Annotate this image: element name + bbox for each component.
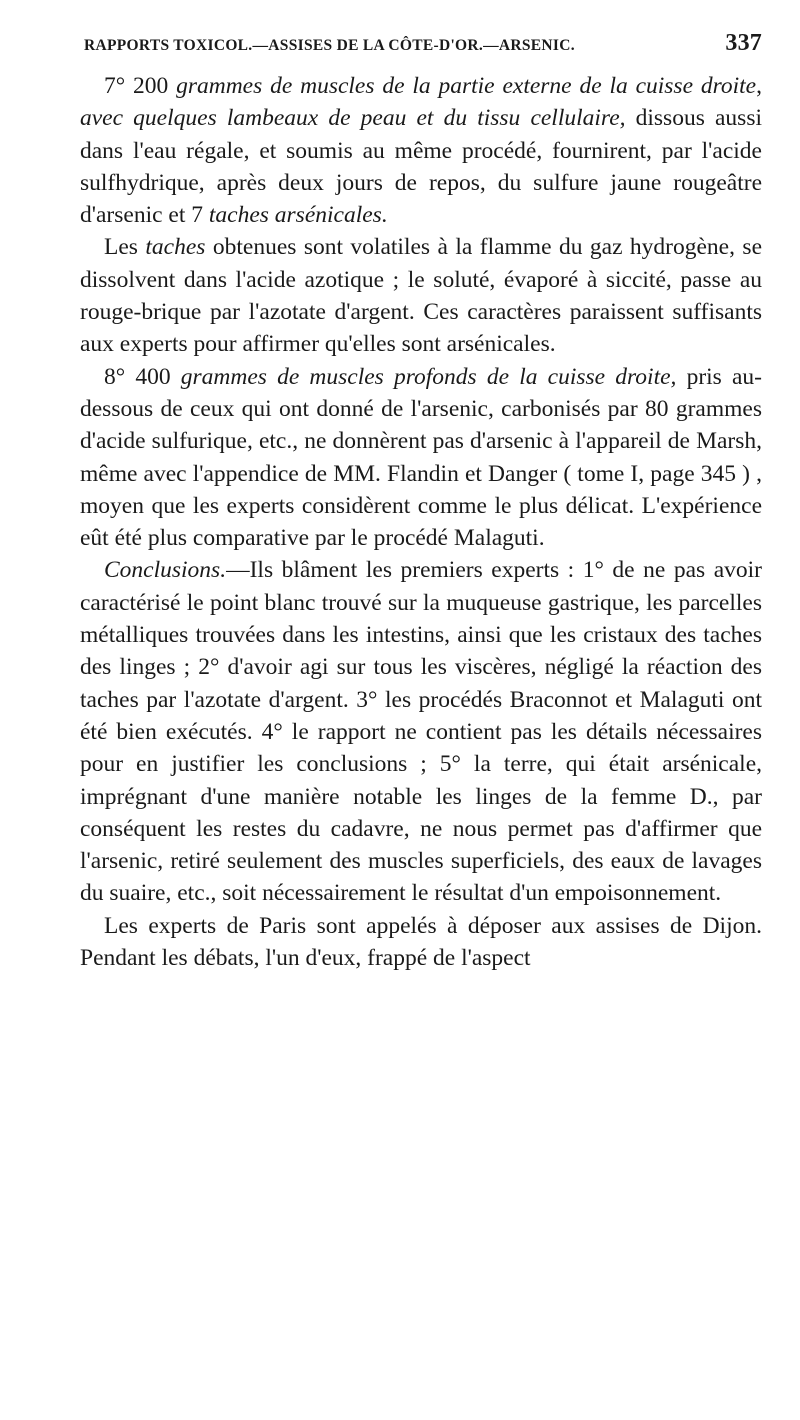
page-number: 337 — [725, 30, 762, 56]
text-segment: Les — [104, 234, 146, 261]
text-segment: 7° 200 — [104, 73, 177, 99]
italic-text-segment: taches arsénicales. — [208, 202, 388, 229]
paragraph-paris-experts — [80, 910, 762, 975]
running-header — [80, 30, 762, 60]
body-text — [80, 70, 762, 974]
italic-text-segment: grammes de muscles profonds de la cuisse droite, — [180, 363, 677, 390]
text-segment: pris au-dessous de ceux qui ont donné de l'arsenic, carbonisés par 80 grammes d'acide sulfurique, etc., ne donnèrent pas d'arsenic à l'appareil de Marsh, même avec l'appendice de MM. Flandin et Danger ( tome I, page 345 ) , moyen que les experts considèrent comme le plus délicat. L'expérience eût été plus comparative par le procédé Malaguti. — [80, 363, 763, 552]
running-header-title: RAPPORTS TOXICOL.—ASSISES DE LA CÔTE-D'OR.—ARSENIC. — [84, 37, 575, 54]
paragraph-item-7 — [80, 70, 762, 231]
italic-text-segment: grammes de muscles de la partie externe de la cuisse droite — [176, 73, 757, 99]
text-segment: dissous aussi dans l'eau régale, et soumis au même procédé, fournirent, par l'acide sulfhydrique, après deux jours de repos, du sulfure jaune rougeâtre d'arsenic et 7 — [80, 105, 762, 229]
paragraph-conclusions — [80, 554, 762, 909]
paragraph-item-8 — [80, 361, 762, 555]
text-segment: —Ils blâment les premiers experts : 1° de ne pas avoir caractérisé le point blanc trouvé sur la muqueuse gastrique, les parcelles métalliques trouvées dans les intestins, ainsi que les cristaux des taches des linges ; 2° d'avoir agi sur tous les viscères, négligé la réaction des taches par l'azotate d'argent. 3° les procédés Braconnot et Malaguti ont été bien exécutés. 4° le rapport ne contient pas les détails nécessaires pour en justifier les conclusions ; 5° la terre, qui était arsénicale, imprégnant d'une manière notable les linges de la femme D., par conséquent les restes du cadavre, ne nous permet pas d'affirmer que l'arsenic, retiré seulement des muscles superficiels, des eaux de lavages du suaire, etc., soit nécessairement le résultat d'un empoisonnement. — [80, 557, 762, 907]
italic-text-segment: Conclusions. — [104, 557, 227, 584]
paragraph-item-stains — [80, 231, 762, 360]
text-segment: 8° 400 — [104, 363, 181, 390]
text-segment: obtenues sont volatiles à la flamme du gaz hydrogène, se dissolvent dans l'acide azotique ; le soluté, évaporé à siccité, passe au rouge-brique par l'azotate d'argent. Ces caractères paraissent suffisants aux experts pour affirmer qu'elles sont arsénicales. — [80, 234, 762, 358]
text-segment: Les experts de Paris sont appelés à déposer aux assises de Dijon. Pendant les débats, l'un d'eux, frappé de l'aspect — [80, 912, 762, 972]
book-page — [80, 30, 762, 974]
italic-text-segment: avec quelques lambeaux de peau et du tissu cellulaire, — [80, 105, 626, 132]
text-segment: , — [756, 73, 762, 99]
italic-text-segment: taches — [145, 234, 206, 261]
